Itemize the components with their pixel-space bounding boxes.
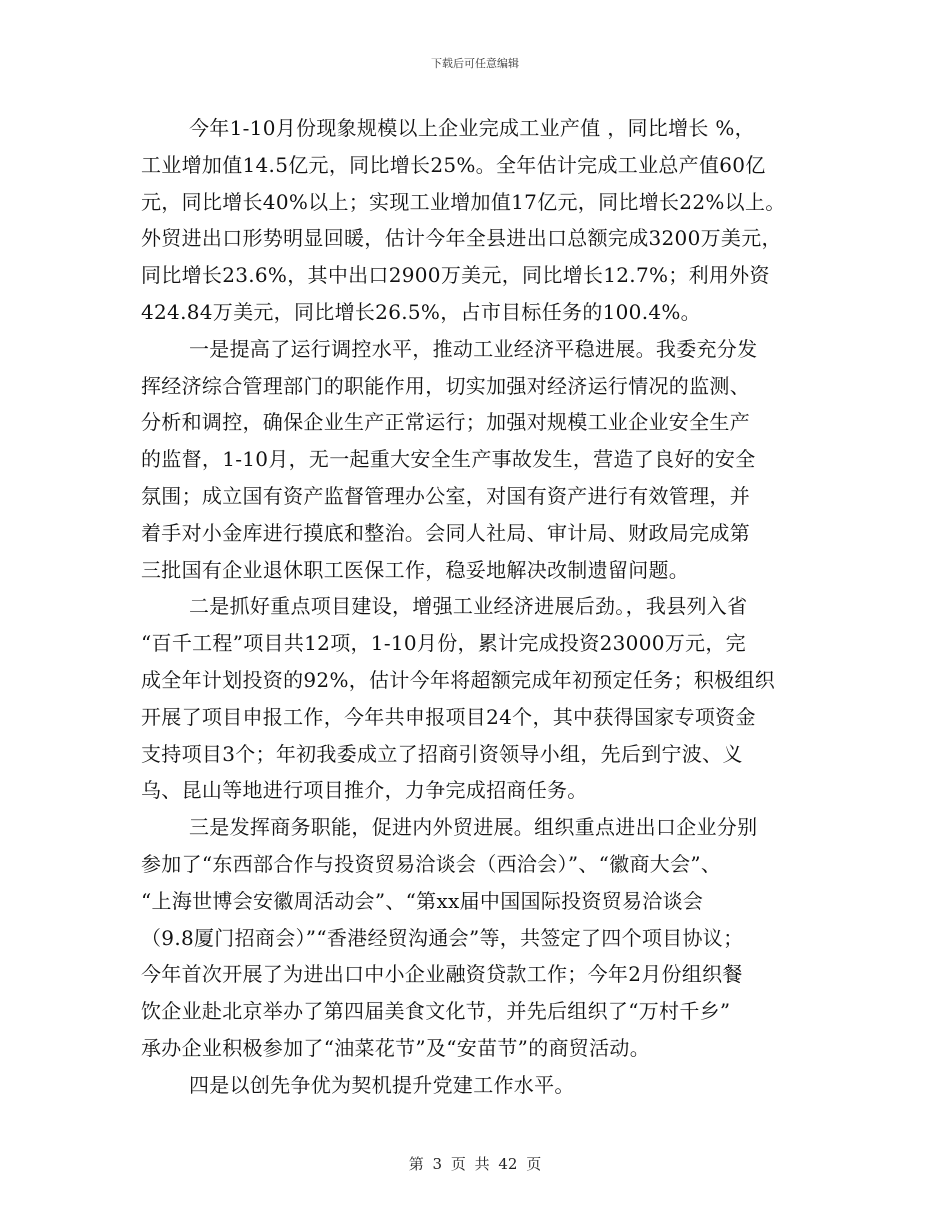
text-line: 今年首次开展了为进出口中小企业融资贷款工作；今年2月份组织餐 [141, 962, 743, 987]
text-line: 元，同比增长40%以上；实现工业增加值17亿元，同比增长22%以上。 [141, 189, 786, 214]
text-line: 424.84万美元，同比增长26.5%，占市目标任务的100.4%。 [141, 299, 701, 324]
text-line: 饮企业赴北京举办了第四届美食文化节，并先后组织了“万村千乡” [141, 999, 731, 1024]
text-line: 同比增长23.6%，其中出口2900万美元，同比增长12.7%；利用外资 [141, 263, 770, 288]
text-line: 参加了“东西部合作与投资贸易洽谈会（西洽会）”、“徽商大会”、 [141, 851, 722, 876]
text-line: “上海世博会安徽周活动会”、“第xx届中国国际投资贸易洽谈会 [141, 888, 704, 913]
page-footer: 第 3 页 共 42 页 [408, 1155, 542, 1173]
text-line: 三批国有企业退休职工医保工作，稳妥地解决改制遗留问题。 [141, 557, 690, 582]
text-line: 外贸进出口形势明显回暖，估计今年全县进出口总额完成3200万美元， [141, 226, 782, 251]
text-line: 着手对小金库进行摸底和整治。会同人社局、审计局、财政局完成第 [141, 520, 750, 545]
text-line: 一是提高了运行调控水平，推动工业经济平稳进展。我委充分发 [189, 336, 758, 361]
text-line: 支持项目3个；年初我委成立了招商引资领导小组，先后到宁波、义 [141, 741, 743, 766]
text-line: 分析和调控，确保企业生产正常运行；加强对规模工业企业安全生产 [141, 410, 750, 435]
page-header: 下载后可任意编辑 [431, 57, 519, 70]
text-line: 挥经济综合管理部门的职能作用，切实加强对经济运行情况的监测、 [141, 373, 750, 398]
text-line: 成全年计划投资的92%，估计今年将超额完成年初预定任务；积极组织 [141, 667, 776, 692]
text-line: 三是发挥商务职能，促进内外贸进展。组织重点进出口企业分别 [189, 815, 758, 840]
text-line: 乌、昆山等地进行项目推介，力争完成招商任务。 [141, 778, 588, 803]
text-line: 二是抓好重点项目建设，增强工业经济进展后劲。，我县列入省 [189, 594, 748, 619]
document-body [141, 110, 809, 1104]
text-line: 承办企业积极参加了“油菜花节”及“安苗节”的商贸活动。 [141, 1035, 650, 1060]
text-line: 四是以创先争优为契机提升党建工作水平。 [189, 1072, 575, 1097]
text-line: 的监督，1-10月，无一起重大安全生产事故发生，营造了良好的安全 [141, 447, 756, 472]
text-line: 工业增加值14.5亿元，同比增长25%。全年估计完成工业总产值60亿 [141, 152, 766, 177]
text-line: 开展了项目申报工作，今年共申报项目24个，其中获得国家专项资金 [141, 704, 756, 729]
text-line: （9.8厦门招商会）”“香港经贸沟通会”等，共签定了四个项目协议； [141, 925, 744, 950]
text-line: 今年1-10月份现象规模以上企业完成工业产值 ，同比增长 %， [189, 116, 755, 140]
text-line: “百千工程”项目共12项，1-10月份，累计完成投资23000万元，完 [141, 631, 746, 656]
text-line: 氛围；成立国有资产监督管理办公室，对国有资产进行有效管理，并 [141, 483, 750, 508]
